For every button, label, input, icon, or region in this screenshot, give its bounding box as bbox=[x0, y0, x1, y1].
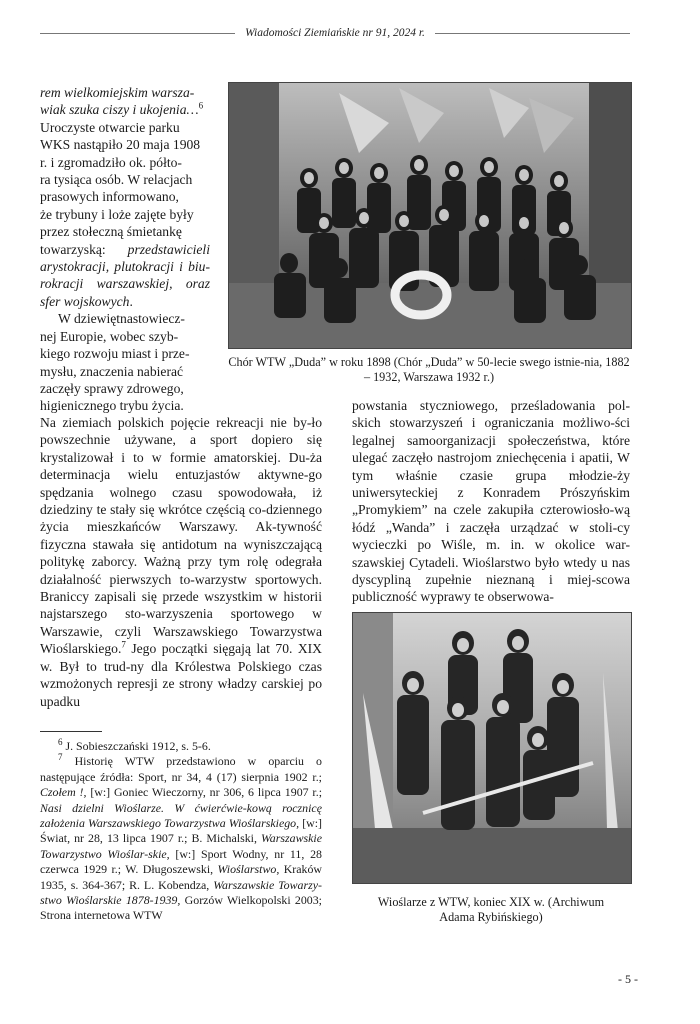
footnote-title: Wioślarstwo, bbox=[217, 862, 280, 877]
paragraph-rowing bbox=[352, 397, 630, 606]
text-line: towarzyską: bbox=[40, 241, 106, 257]
quote-line-2: wiak szuka ciszy i ukojenia… bbox=[40, 102, 199, 118]
text-line: zaczęły sprawy zdrowego, bbox=[40, 380, 184, 396]
text-line: higienicznego trybu życia. bbox=[40, 398, 184, 414]
left-column-top bbox=[40, 84, 210, 415]
text-line: przez stołeczną śmietankę bbox=[40, 224, 182, 240]
running-header bbox=[40, 24, 630, 42]
text-line: że trybuny i loże zajęte były bbox=[40, 206, 194, 222]
text-line: mysłu, znaczenia nabierać bbox=[40, 363, 184, 379]
text-line: WKS nastąpiło 20 maja 1908 bbox=[40, 137, 201, 153]
footnote-text: Kraków 1935, s. 364-367; R. L. Kobendza, bbox=[40, 862, 323, 892]
footnote-6 bbox=[40, 739, 322, 754]
footnote-text: Historię WTW przedstawiono w oparciu o następujące źródła: Sport, nr 34, 4 (17) sierpnia 1902 r.; bbox=[40, 754, 322, 784]
text-line: r. i zgromadziło ok. półto- bbox=[40, 154, 182, 170]
text-line: kiego rozwoju miast i prze- bbox=[40, 346, 190, 362]
paragraph-park-opening bbox=[40, 84, 210, 310]
text-line: Uroczyste otwarcie parku bbox=[40, 119, 180, 135]
footnotes bbox=[40, 739, 322, 924]
quote-line-1: rem wielkomiejskim warsza- bbox=[40, 85, 195, 100]
text-period: . bbox=[129, 293, 133, 309]
text-line: ra tysiąca osób. W relacjach bbox=[40, 172, 193, 188]
footnote-text: [w:] Świat, nr 28, 13 lipca 1907 r.; B. Michalski, bbox=[40, 816, 322, 846]
quote-elite: przedstawicieli arystokracji, plutokracji i biu-rokracji warszawskiej, oraz sfer wojskowych bbox=[40, 241, 210, 309]
footnote-number: 6 bbox=[58, 737, 63, 748]
photo-choir-duda bbox=[228, 82, 632, 349]
footnote-number: 7 bbox=[58, 752, 63, 763]
body-text: Jego początki sięgają lat 70. XIX w. Był to trud-ny dla Królestwa Polskiego czas wzmożonych represji ze strony władzy carskiej po upadku bbox=[40, 641, 323, 709]
header-rule-left bbox=[40, 33, 235, 34]
footnote-title: Warszawskie Towarzystwo Wioślar-skie, bbox=[40, 831, 322, 861]
paragraph-sports-history bbox=[40, 414, 322, 710]
header-rule-right bbox=[435, 33, 630, 34]
footnote-ref-6: 6 bbox=[198, 100, 204, 111]
text-line: prasowych informowano, bbox=[40, 189, 179, 205]
text-line: W dziewiętnastowiecz- bbox=[58, 311, 185, 327]
footnote-separator bbox=[40, 731, 102, 732]
photo2-caption: Wioślarze z WTW, koniec XIX w. (Archiwum Adama Rybińskiego) bbox=[377, 895, 605, 924]
photo1-caption: Chór WTW „Duda” w roku 1898 (Chór „Duda” w 50-lecie swego istnie-nia, 1882 – 1932, Warszawa 1932 r.) bbox=[228, 355, 630, 384]
right-column bbox=[352, 397, 630, 606]
paragraph-19th-century bbox=[40, 310, 210, 414]
footnote-7 bbox=[40, 754, 322, 923]
left-column-bottom bbox=[40, 414, 322, 710]
footnote-title: Warszawskie Towarzy-stwo Wioślarskie 1878-1939, bbox=[40, 877, 322, 908]
body-text: powstania styczniowego, prześladowania pol-skich stowarzyszeń i ograniczania możliwo-ści legalnej samoorganizacji społeczeństwa, które ulegać zaczęło nastrojom zniechęcenia i apatii, W tym właśnie czasie grupa młodzie-ży uniwersyteckiej z Konradem Prószyńskim „Promykiem” na czele zakupiła czterowiosło-wą łódź „Wanda” i zaczęła urządzać w stoli-cy wycieczki po Wiśle, m. in. w okolice war-szawskiej Cytadeli. Wioślarstwo było wtedy u nas dyscypliną zupełnie nieznaną i miej-scowa publiczność wyprawy te obserwowa- bbox=[352, 398, 630, 605]
footnote-text: J. Sobieszczański 1912, s. 5-6. bbox=[65, 739, 211, 753]
footnote-text: [w:] Sport Wodny, nr 11, 28 czerwca 1929 r.; W. Długoszewski, bbox=[40, 846, 322, 877]
footnote-title: Nasi dzielni Wioślarze. W ćwierćwie-kową rocznicę założenia Warszawskiego Towarzystwa Wioślarskiego, bbox=[40, 800, 322, 831]
photo-rowers-wtw bbox=[352, 612, 632, 884]
footnote-text: Gorzów Wielkopolski 2003; Strona internetowa WTW bbox=[40, 893, 322, 923]
footnote-ref-7: 7 bbox=[121, 639, 126, 650]
body-text: Na ziemiach polskich pojęcie rekreacji nie by-ło powszechnie używane, a sport dopiero się krystalizował i to w formie amatorskiej. Du-ża determinacja wielu entuzjastów aktywne-go spędzania wolnego czasu spowodowała, iż dziedziny te stały się wkrótce częścią co-dziennego życia mieszkańców Warszawy. Ak-tywność fizyczna stawała się antidotum na wyniszczającą politykę zaborcy. Ważną przy tym rolę odegrała działalność pierwszych to-warzystw sportowych. Braniccy zapisali się przede wszystkim w historii najstarszego sto-warzyszenia sportowego w Warszawie, czyli Warszawskiego Towarzystwa Wioślarskiego. bbox=[40, 415, 322, 657]
journal-title: Wiadomości Ziemiańskie nr 91, 2024 r. bbox=[245, 27, 425, 39]
page-number: - 5 - bbox=[618, 972, 638, 986]
text-line: nej Europie, wobec szyb- bbox=[40, 328, 179, 344]
footnote-title: Czołem !, bbox=[40, 785, 87, 800]
footnote-text: [w:] Goniec Wieczorny, nr 306, 6 lipca 1907 r.; bbox=[90, 785, 323, 800]
